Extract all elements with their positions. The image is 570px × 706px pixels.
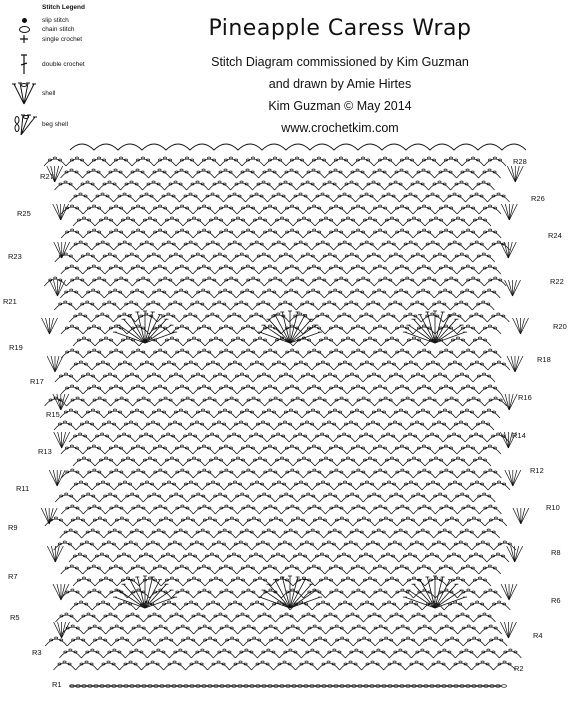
row-label-r10: R10: [546, 503, 560, 512]
slip-stitch-icon: [22, 18, 27, 23]
row-label-r5: R5: [10, 613, 20, 622]
legend-label: single crochet: [42, 35, 83, 43]
row-label-r9: R9: [8, 523, 18, 532]
row-label-r14: R14: [512, 431, 526, 440]
legend-title: Stitch Legend: [42, 4, 85, 11]
row-label-r20: R20: [553, 322, 567, 331]
shell-icon: [9, 80, 39, 106]
chain-stitch-icon: [19, 26, 30, 33]
row-label-r24: R24: [548, 231, 562, 240]
pattern-title: Pineapple Caress Wrap: [208, 16, 472, 41]
legend-item-beg-shell: [6, 111, 68, 137]
row-label-r22: R22: [550, 277, 564, 286]
stitch-legend: [6, 4, 116, 139]
row-label-r17: R17: [30, 377, 44, 386]
row-label-r18: R18: [537, 355, 551, 364]
legend-item-single-crochet: [6, 33, 82, 45]
row-label-r28: R28: [513, 157, 527, 166]
row-label-r15: R15: [46, 410, 60, 419]
row-label-r16: R16: [518, 393, 532, 402]
legend-label: beg shell: [42, 120, 69, 128]
row-label-r21: R21: [3, 297, 17, 306]
beg-shell-icon: [9, 111, 39, 137]
legend-label: chain stitch: [42, 25, 75, 33]
credit-line-2: and drawn by Amie Hirtes: [268, 77, 412, 91]
row-label-r13: R13: [38, 447, 52, 456]
row-label-r7: R7: [8, 572, 18, 581]
website-url: www.crochetkim.com: [281, 121, 399, 135]
row-label-r1: R1: [52, 680, 62, 689]
row-label-r6: R6: [551, 596, 561, 605]
row-label-r26: R26: [531, 194, 545, 203]
row-label-r11: R11: [16, 484, 30, 493]
double-crochet-icon: [18, 53, 30, 75]
stitch-diagram: [0, 138, 570, 706]
row-label-r27: R27: [40, 172, 54, 181]
row-label-r12: R12: [530, 466, 544, 475]
credit-line-3: Kim Guzman © May 2014: [268, 99, 412, 113]
row-label-r4: R4: [533, 631, 543, 640]
single-crochet-icon: [19, 34, 29, 44]
row-label-r3: R3: [32, 648, 42, 657]
legend-label: slip stitch: [42, 16, 69, 24]
row-label-r8: R8: [551, 548, 561, 557]
legend-label: double crochet: [42, 60, 85, 68]
row-label-r25: R25: [17, 209, 31, 218]
legend-item-shell: [6, 80, 55, 106]
legend-label: shell: [42, 89, 56, 97]
credit-line-1: Stitch Diagram commissioned by Kim Guzman: [211, 55, 469, 69]
diagram-header: [150, 16, 530, 139]
row-label-r19: R19: [9, 343, 23, 352]
row-label-r23: R23: [8, 252, 22, 261]
row-label-r2: R2: [514, 664, 524, 673]
legend-item-double-crochet: [6, 53, 85, 75]
